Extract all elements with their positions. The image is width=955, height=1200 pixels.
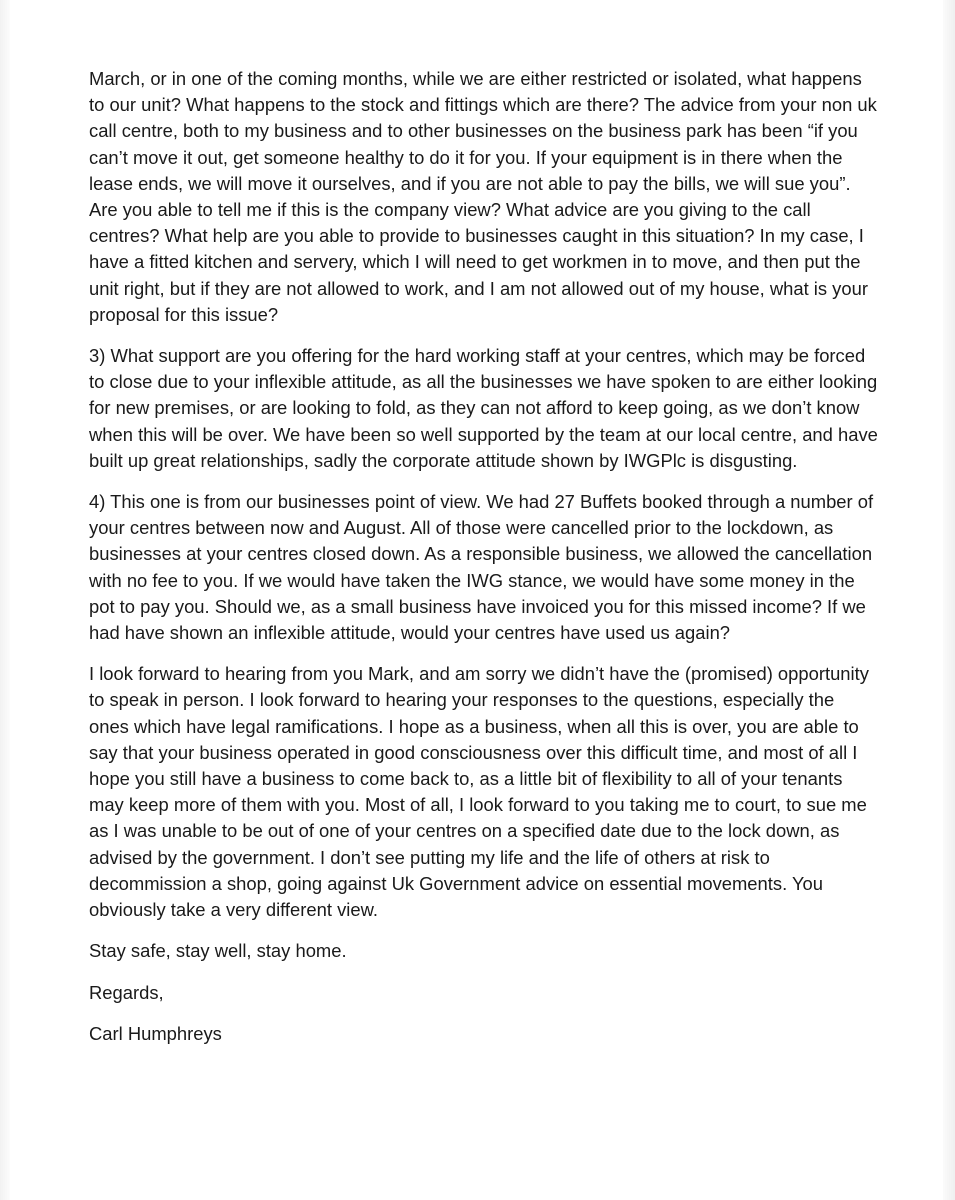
page-edge-left bbox=[0, 0, 10, 1200]
regards-line: Regards, bbox=[89, 981, 164, 1003]
paragraph-closing-remarks: I look forward to hearing from you Mark, and am sorry we didn’t have the (promised) opportunity to speak in person. I look forward to hearing your responses to the questions, especially the ones which have legal ramifications. I hope as a business, when all this is over, you are able to say that your business operated in good consciousness over this difficult time, and most of all I hope you still have a business to come back to, as a little bit of flexibility to all of your tenants may keep more of them with you. Most of all, I look forward to you taking me to court, to sue me as I was unable to be out of one of your centres on a specified date due to the lock down, as advised by the government. I don’t see putting my life and the life of others at risk to decommission a shop, going against Uk Government advice on essential movements. You obviously take a very different view. bbox=[89, 663, 869, 921]
paragraph-staff-support: 3) What support are you offering for the hard working staff at your centres, which may be forced to close due to your inflexible attitude, as all the businesses we have spoken to are either looking for new premises, or are looking to fold, as they can not afford to keep going, as we don’t know when this will be over. We have been so well supported by the team at our local centre, and have built up great relationships, sadly the corporate attitude shown by IWGPlc is disgusting. bbox=[89, 345, 878, 471]
sign-off-line: Stay safe, stay well, stay home. bbox=[89, 940, 347, 962]
paragraph-buffets: 4) This one is from our businesses point of view. We had 27 Buffets booked through a number of your centres between now and August. All of those were cancelled prior to the lockdown, as businesses at your centres closed down. As a responsible business, we allowed the cancellation with no fee to you. If we would have taken the IWG stance, we would have some money in the pot to pay you. Should we, as a small business have invoiced you for this missed income? If we had have shown an inflexible attitude, would your centres have used us again? bbox=[89, 491, 874, 644]
letter-body bbox=[89, 66, 879, 1062]
paragraph-unit-question: March, or in one of the coming months, while we are either restricted or isolated, what happens to our unit? What happens to the stock and fittings which are there? The advice from your non uk call centre, both to my business and to other businesses on the business park has been “if you can’t move it out, get someone healthy to do it for you. If your equipment is in there when the lease ends, we will move it ourselves, and if you are not able to pay the bills, we will sue you”. Are you able to tell me if this is the company view? What advice are you giving to the call centres? What help are you able to provide to businesses caught in this situation? In my case, I have a fitted kitchen and servery, which I will need to get workmen in to move, and then put the unit right, but if they are not allowed to work, and I am not allowed out of my house, what is your proposal for this issue? bbox=[89, 68, 877, 325]
page-edge-right bbox=[943, 0, 955, 1200]
signature-name: Carl Humphreys bbox=[89, 1022, 222, 1044]
